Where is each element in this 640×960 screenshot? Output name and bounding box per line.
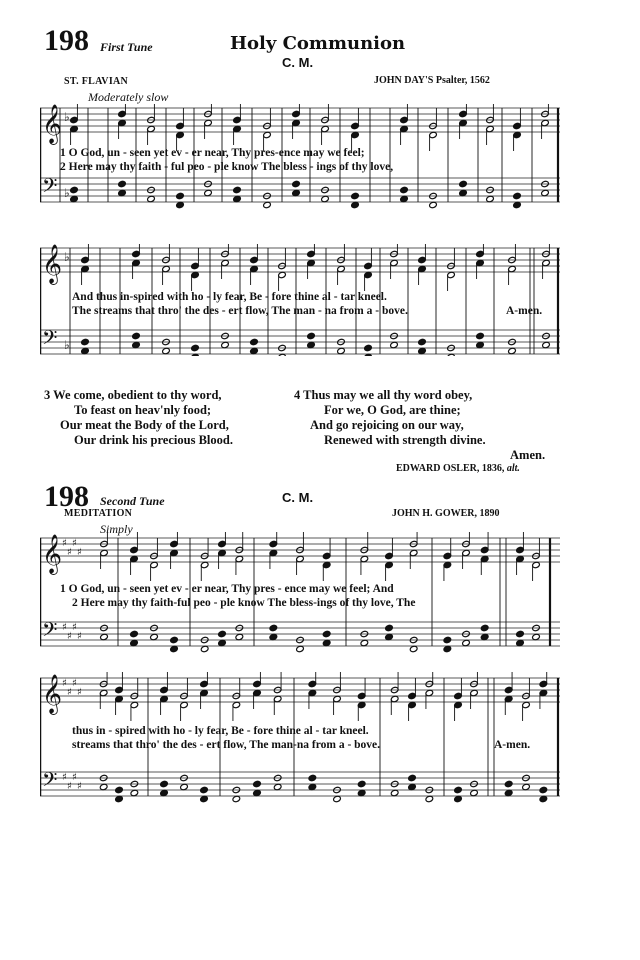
note-head-bass-lower <box>221 341 230 348</box>
composer-credit: JOHN H. GOWER, 1890 <box>392 508 500 519</box>
note-head-bass <box>130 630 139 637</box>
note-head-bass <box>81 338 90 345</box>
note-head-bass <box>307 332 316 339</box>
stanza-3-line: Our meat the Body of the Lord, <box>60 418 229 432</box>
note-head-bass <box>233 186 242 193</box>
note-head-bass-lower <box>321 195 330 202</box>
meter: C. M. <box>282 490 314 505</box>
note-head-bass-lower <box>322 639 331 646</box>
text-alt: alt. <box>506 463 520 474</box>
note-head-bass <box>322 630 331 637</box>
treble-clef: 𝄞 <box>42 104 63 144</box>
flat-sign: ♭ <box>64 110 70 124</box>
lyric-line: thus in - spired with ho - ly fear, Be - fore thine al - tar kneel. <box>72 725 369 737</box>
meter: C. M. <box>282 55 314 70</box>
note-head-bass <box>269 624 278 631</box>
sharp-sign: ♯ <box>72 678 77 689</box>
flat-sign: ♭ <box>64 338 70 352</box>
bass-clef: 𝄢 <box>42 618 58 646</box>
lyric-line: 1 O God, un - seen yet ev - er near, Thy pres - ence may we feel; And <box>60 583 394 595</box>
note-head-bass-lower <box>351 201 360 208</box>
note-head-bass <box>385 624 394 631</box>
note-head-bass <box>504 780 513 787</box>
note-head-bass-lower <box>130 789 139 796</box>
sharp-sign: ♯ <box>67 547 72 558</box>
note-head-bass <box>480 624 489 631</box>
note-head-bass-lower <box>250 347 259 354</box>
bass-clef: 𝄢 <box>42 174 58 202</box>
sharp-sign: ♯ <box>72 538 77 549</box>
note-head-bass-lower <box>162 347 171 354</box>
note-head-bass <box>539 786 548 793</box>
sharp-sign: ♯ <box>67 687 72 698</box>
note-head-bass-lower <box>454 795 463 802</box>
lyric-line: 2 Here may thy faith - ful peo - ple know The bless - ings of thy love, <box>60 161 394 173</box>
note-head-bass-lower <box>357 789 366 796</box>
sharp-sign: ♯ <box>77 547 82 558</box>
stanza-4-line: Renewed with strength divine. <box>324 433 486 447</box>
sharp-sign: ♯ <box>67 781 72 792</box>
note-head-bass <box>516 630 525 637</box>
note-head-bass-lower <box>409 645 418 652</box>
note-head-bass <box>176 192 185 199</box>
note-head-bass-lower <box>308 783 317 790</box>
note-head-bass-lower <box>443 645 452 652</box>
note-head-bass-lower <box>541 189 550 196</box>
note-head-bass-lower <box>263 201 272 208</box>
stanza-3-line: To feast on heav'nly food; <box>74 403 212 417</box>
note-head-bass-lower <box>292 189 301 196</box>
amen-lyric: A-men. <box>494 739 531 751</box>
note-head-bass-lower <box>522 783 531 790</box>
note-head-bass-lower <box>218 639 227 646</box>
note-head-bass-lower <box>130 639 139 646</box>
note-head-bass-lower <box>425 795 434 802</box>
note-head-bass-lower <box>516 639 525 646</box>
note-head-bass <box>357 780 366 787</box>
treble-clef: 𝄞 <box>42 244 63 284</box>
sharp-sign: ♯ <box>62 772 67 783</box>
amen-lyric: A-men. <box>506 305 543 317</box>
note-head-bass <box>418 338 427 345</box>
sharp-sign: ♯ <box>62 538 67 549</box>
note-head-bass-lower <box>235 633 244 640</box>
note-head-bass-lower <box>273 783 282 790</box>
note-head-bass-lower <box>132 341 141 348</box>
note-head-bass <box>400 186 409 193</box>
stanza-3-line: 3 We come, obedient to thy word, <box>44 388 222 402</box>
note-head-bass-lower <box>400 195 409 202</box>
lyric-line: streams that thro' the des - ert flow, The man-na from a - bove. <box>72 739 381 751</box>
note-head-bass-lower <box>253 789 262 796</box>
note-head-bass-lower <box>480 633 489 640</box>
treble-clef: 𝄞 <box>42 534 63 574</box>
tempo-marking: Simply <box>100 522 133 536</box>
note-head-bass-lower <box>176 201 185 208</box>
note-head-bass-lower <box>532 633 541 640</box>
sharp-sign: ♯ <box>77 687 82 698</box>
note-head-bass-lower <box>513 201 522 208</box>
stanza-4-line: 4 Thus may we all thy word obey, <box>294 388 473 402</box>
note-head-bass-lower <box>307 341 316 348</box>
note-head-bass <box>250 338 259 345</box>
note-head-bass-lower <box>150 633 159 640</box>
sharp-sign: ♯ <box>62 678 67 689</box>
note-head-bass <box>160 780 169 787</box>
note-head-bass <box>443 636 452 643</box>
note-head-bass-lower <box>115 795 124 802</box>
note-head-bass-lower <box>296 645 305 652</box>
note-head-bass-lower <box>462 639 471 646</box>
note-head-bass <box>292 180 301 187</box>
hymn-number: 198 <box>44 24 89 57</box>
bass-clef: 𝄢 <box>42 768 58 796</box>
note-head-bass <box>70 186 79 193</box>
note-head-bass-lower <box>504 789 513 796</box>
treble-clef: 𝄞 <box>42 674 63 714</box>
sharp-sign: ♯ <box>72 622 77 633</box>
note-head-bass <box>459 180 468 187</box>
bass-clef: 𝄢 <box>42 326 58 354</box>
note-head-bass <box>351 192 360 199</box>
note-head-bass-lower <box>337 347 346 354</box>
tune-label: Second Tune <box>100 494 165 508</box>
note-head-bass-lower <box>200 795 209 802</box>
note-head-bass-lower <box>360 639 369 646</box>
note-head-bass-lower <box>200 645 209 652</box>
sharp-sign: ♯ <box>77 631 82 642</box>
note-head-bass-lower <box>470 789 479 796</box>
note-head-bass <box>253 780 262 787</box>
note-head-bass <box>476 332 485 339</box>
lyric-line: 1 O God, un - seen yet ev - er near, Thy pres-ence may we feel; <box>60 147 365 159</box>
flat-sign: ♭ <box>64 186 70 200</box>
lyric-line: And thus in-spired with ho - ly fear, Be - fore thine al - tar kneel. <box>72 291 387 303</box>
note-head-bass <box>454 786 463 793</box>
note-head-bass-lower <box>81 347 90 354</box>
sharp-sign: ♯ <box>67 631 72 642</box>
flat-sign: ♭ <box>64 250 70 264</box>
note-head-bass <box>513 192 522 199</box>
note-head-bass-lower <box>459 189 468 196</box>
tune-source: JOHN DAY'S Psalter, 1562 <box>374 75 490 86</box>
tune-name: MEDITATION <box>64 508 133 519</box>
note-head-bass-lower <box>508 347 517 354</box>
note-head-bass <box>364 344 373 351</box>
note-head-bass-lower <box>118 189 127 196</box>
text-author: EDWARD OSLER, 1836, <box>396 463 505 474</box>
tune-label: First Tune <box>100 40 153 54</box>
note-head-bass-lower <box>390 789 399 796</box>
sharp-sign: ♯ <box>62 622 67 633</box>
note-head-bass-lower <box>204 189 213 196</box>
note-head-bass-lower <box>99 783 108 790</box>
stanza-amen: Amen. <box>510 448 546 462</box>
note-head-bass-lower <box>418 347 427 354</box>
tempo-marking: Moderately slow <box>88 90 169 104</box>
note-head-bass-lower <box>408 783 417 790</box>
note-head-bass <box>118 180 127 187</box>
note-head-bass-lower <box>232 795 241 802</box>
music-system <box>40 104 560 216</box>
note-head-bass-lower <box>170 645 179 652</box>
staff-system <box>40 104 560 216</box>
note-head-bass-lower <box>160 789 169 796</box>
note-head-bass <box>308 774 317 781</box>
note-head-bass <box>218 630 227 637</box>
note-head-bass-lower <box>539 795 548 802</box>
sharp-sign: ♯ <box>77 781 82 792</box>
note-head-bass-lower <box>390 341 399 348</box>
note-head-bass-lower <box>542 341 551 348</box>
lyric-line: The streams that thro' the des - ert flow, The man - na from a - bove. <box>72 305 408 317</box>
note-head-bass-lower <box>100 633 109 640</box>
note-head-bass <box>115 786 124 793</box>
tune-name: ST. FLAVIAN <box>64 76 129 87</box>
stanza-4-line: For we, O God, are thine; <box>324 403 461 417</box>
hymn-number: 198 <box>44 480 89 513</box>
note-head-bass <box>170 636 179 643</box>
note-head-bass <box>408 774 417 781</box>
note-head-bass-lower <box>269 633 278 640</box>
lyric-line: 2 Here may thy faith-ful peo - ple know The bless-ings of thy love, The <box>72 597 416 609</box>
stanza-3-line: Our drink his precious Blood. <box>74 433 233 447</box>
text-credit <box>396 463 520 474</box>
note-head-bass-lower <box>70 195 79 202</box>
stanza-4-line: And go rejoicing on our way, <box>310 418 464 432</box>
note-head-bass <box>200 786 209 793</box>
note-head-bass-lower <box>486 195 495 202</box>
note-head-bass <box>132 332 141 339</box>
hymn-title: Holy Communion <box>230 33 406 54</box>
note-head-bass-lower <box>476 341 485 348</box>
note-head-bass-lower <box>233 195 242 202</box>
note-head-bass <box>191 344 200 351</box>
sharp-sign: ♯ <box>72 772 77 783</box>
note-head-bass-lower <box>333 795 342 802</box>
note-head-bass-lower <box>385 633 394 640</box>
note-head-bass-lower <box>180 783 189 790</box>
note-head-bass-lower <box>147 195 156 202</box>
note-head-bass-lower <box>429 201 438 208</box>
